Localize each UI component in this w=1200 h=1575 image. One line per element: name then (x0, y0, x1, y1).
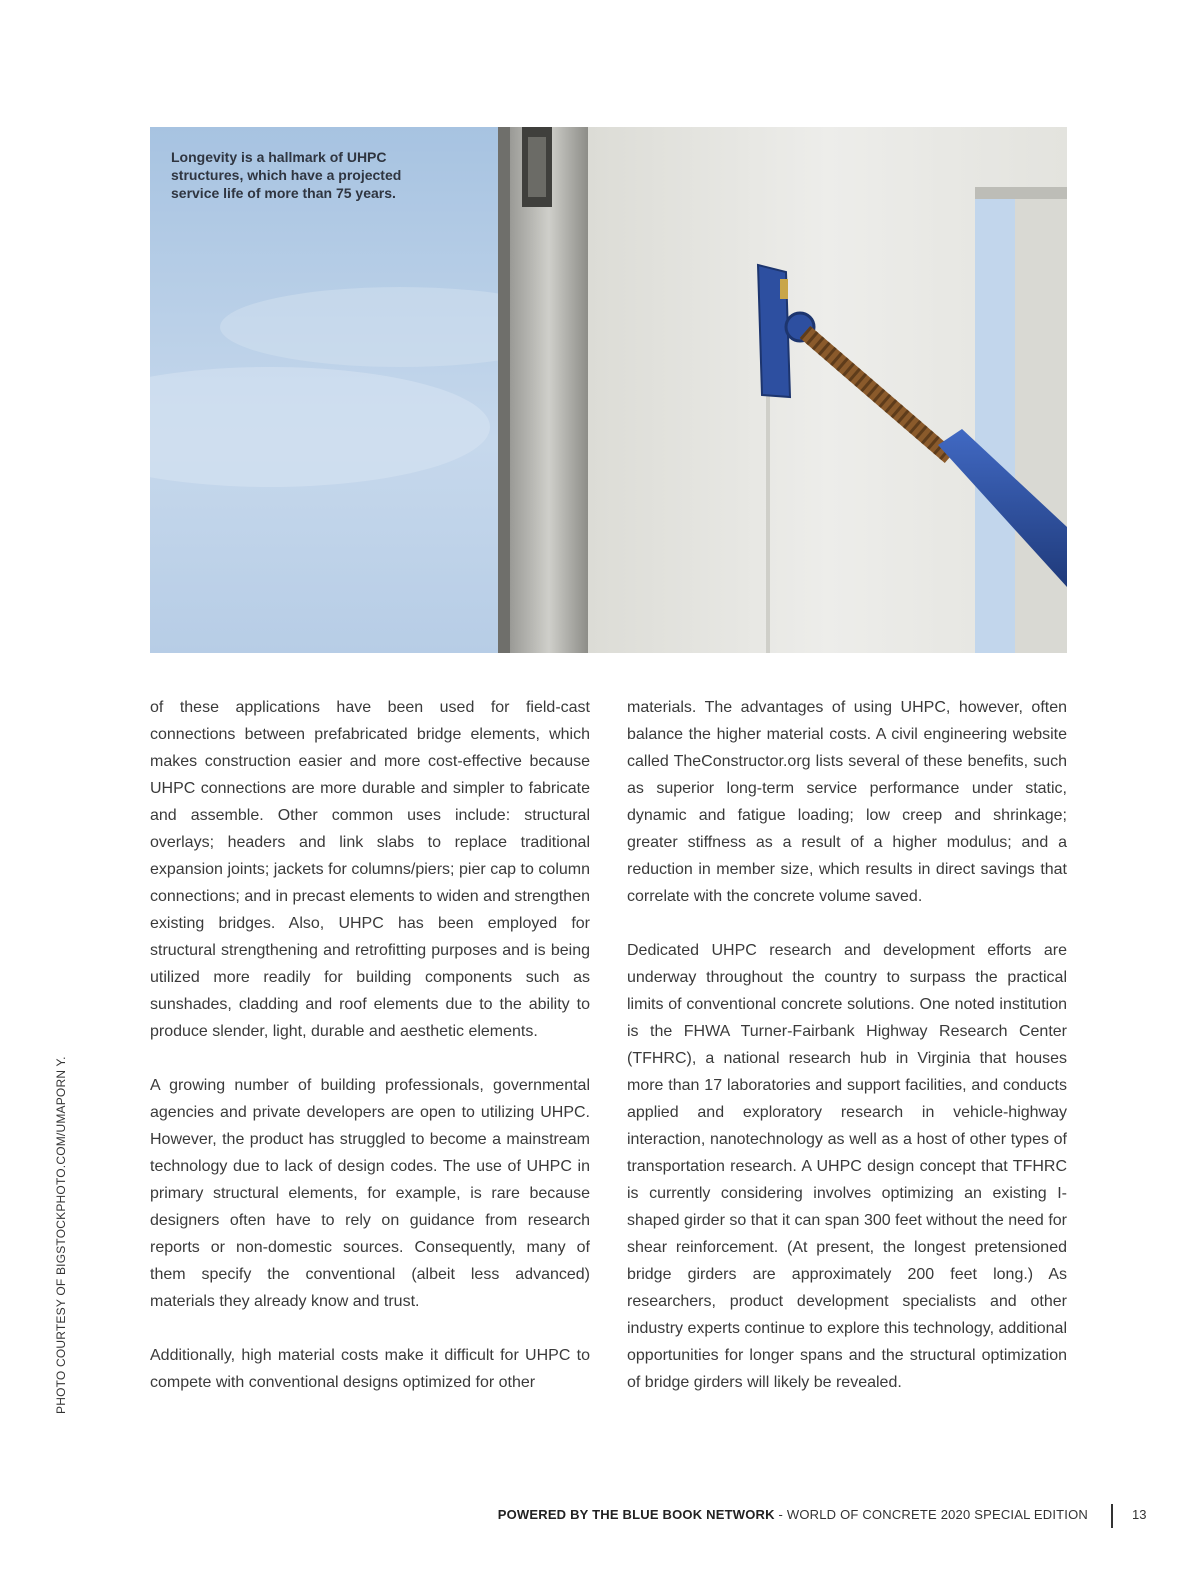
body-paragraph: A growing number of building professionals, governmental agencies and private developers are open to utilizing UHPC. However, the product has struggled to become a mainstream technology due to lack of design codes. The use of UHPC in primary structural elements, for example, is rare because designers often have to rely on guidance from research reports or non-domestic sources. Consequently, many of them specify the conventional (albeit less advanced) materials they already know and trust. (150, 1077, 590, 1310)
footer-edition: - WORLD OF CONCRETE 2020 SPECIAL EDITION (774, 1507, 1088, 1522)
footer-divider (1111, 1504, 1113, 1528)
photo-credit: PHOTO COURTESY OF BIGSTOCKPHOTO.COM/UMAPORN Y. (54, 1056, 68, 1414)
photo-caption: Longevity is a hallmark of UHPC structures, which have a projected service life of more than 75 years. (171, 149, 402, 201)
page-footer (498, 1507, 1088, 1522)
body-paragraph: Dedicated UHPC research and development efforts are underway throughout the country to surpass the practical limits of conventional concrete solutions. One noted institution is the FHWA Turner-Fairbank Highway Research Center (TFHRC), a national research hub in Virginia that houses more than 17 laboratories and support facilities, and conducts applied and exploratory research in vehicle-highway interaction, nanotechnology as well as a host of other types of transportation research. A UHPC design concept that TFHRC is currently considering involves optimizing an existing I-shaped girder so that it can span 300 feet without the need for shear reinforcement. (At present, the longest pretensioned bridge girders are approximately 200 feet long.) As researchers, product development specialists and other industry experts continue to explore this technology, additional opportunities for longer spans and the structural optimization of bridge girders will likely be revealed. (627, 942, 1067, 1391)
footer-brand: POWERED BY THE BLUE BOOK NETWORK (497, 1507, 775, 1522)
window-opening (975, 187, 1015, 653)
body-paragraph: materials. The advantages of using UHPC, however, often balance the higher material costs. A civil engineering website called TheConstructor.org lists several of these benefits, such as superior long-term service performance under static, dynamic and fatigue loading; low creep and shrinkage; greater stiffness as a result of a higher modulus; and a reduction in member size, which results in direct savings that correlate with the concrete volume saved. (627, 699, 1067, 905)
precast-wall-illustration (150, 127, 1067, 653)
construction-photo (150, 127, 1067, 653)
right-column (627, 694, 1067, 1423)
body-paragraph: Additionally, high material costs make it difficult for UHPC to compete with conventional designs optimized for other (150, 1347, 590, 1391)
page-number: 13 (1132, 1507, 1147, 1522)
left-column (150, 694, 590, 1423)
body-paragraph: of these applications have been used for field-cast connections between prefabricated bridge elements, which makes construction easier and more cost-effective because UHPC connections are more durable and simpler to fabricate and assemble. Other common uses include: structural overlays; headers and link slabs to replace traditional expansion joints; jackets for columns/piers; pier cap to column connections; and in precast elements to widen and strengthen existing bridges. Also, UHPC has been employed for structural strengthening and retrofitting purposes and is being utilized more readily for building components such as sunshades, cladding and roof elements due to the ability to produce slender, light, durable and aesthetic elements. (150, 699, 590, 1040)
